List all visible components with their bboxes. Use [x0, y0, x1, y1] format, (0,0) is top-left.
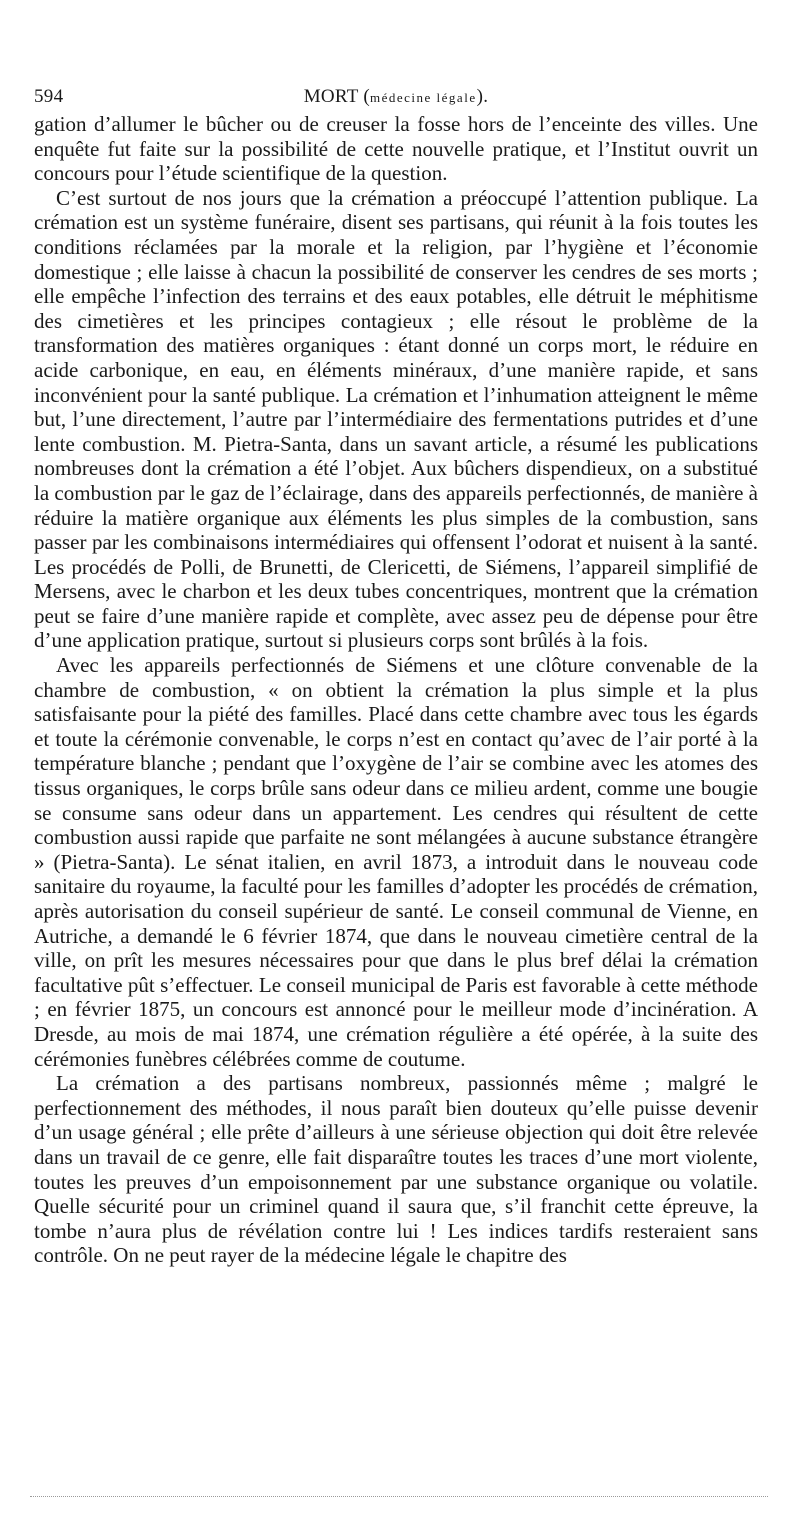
paragraph-4: La crémation a des partisans nombreux, passionnés même ; malgré le perfectionnement des méthodes, il nous paraît bien douteux qu’elle puisse devenir d’un usage général ; elle prête d’ailleurs à une sérieuse objection qui doit être relevée dans un travail de ce genre, elle fait disparaître toutes les traces d’une mort violente, toutes les preuves d’un empoisonnement par une substance organique ou volatile. Quelle sécurité pour un criminel quand il saura que, s’il franchit cette épreuve, la tombe n’aura plus de révélation contre lui ! Les indices tardifs resteraient sans contrôle. On ne peut rayer de la médecine légale le chapitre des: [34, 1071, 758, 1268]
running-title-end: ).: [476, 86, 489, 107]
running-title-subject: médecine légale: [370, 90, 477, 105]
paragraph-1: gation d’allumer le bûcher ou de creuser la fosse hors de l’enceinte des villes. Une enquête fut faite sur la possibilité de cette nouvelle pratique, et l’Institut ouvrit un concours pour l’étude scientifique de la question.: [34, 112, 758, 186]
running-title-main: MORT (: [303, 86, 370, 107]
paragraph-2: C’est surtout de nos jours que la crémation a préoccupé l’attention publique. La crémation est un système funéraire, disent ses partisans, qui réunit à la fois toutes les conditions réclamées par la morale et la religion, par l’hygiène et l’économie domestique ; elle laisse à chacun la possibilité de conserver les cendres de ses morts ; elle empêche l’infection des terrains et des eaux potables, elle détruit le méphitisme des cimetières et les principes contagieux ; elle résout le problème de la transformation des matières organiques : étant donné un corps mort, le réduire en acide carbonique, en eau, en éléments minéraux, d’une manière rapide, et sans inconvénient pour la santé publique. La crémation et l’inhumation atteignent le même but, l’une directement, l’autre par l’intermédiaire des fermentations putrides et d’une lente combustion. M. Pietra-Santa, dans un savant article, a résumé les publications nombreuses dont la crémation a été l’objet. Aux bûchers dispendieux, on a substitué la combustion par le gaz de l’éclairage, dans des appareils perfectionnés, de manière à réduire la matière organique aux éléments les plus simples de la combustion, sans passer par les combinaisons intermédiaires qui offensent l’odorat et nuisent à la santé. Les procédés de Polli, de Brunetti, de Clericetti, de Siémens, l’appareil simplifié de Mersens, avec le charbon et les deux tubes concentriques, montrent que la crémation peut se faire d’une manière rapide et complète, avec assez peu de dépense pour être d’une application pratique, surtout si plusieurs corps sont brûlés à la fois.: [34, 185, 758, 653]
running-header: [34, 82, 758, 112]
bottom-rule: [30, 1496, 768, 1497]
page-number: 594: [34, 86, 64, 107]
running-title: [34, 86, 758, 108]
book-page: [34, 82, 758, 1268]
paragraph-3: Avec les appareils perfectionnés de Siémens et une clôture convenable de la chambre de combustion, « on obtient la crémation la plus simple et la plus satisfaisante pour la piété des familles. Placé dans cette chambre avec tous les égards et toute la cérémonie convenable, le corps n’est en contact qu’avec de l’air porté à la température blanche ; pendant que l’oxygène de l’air se combine avec les atomes des tissus organiques, le corps brûle sans odeur dans ce milieu ardent, comme une bougie se consume sans odeur dans un appartement. Les cendres qui résultent de cette combustion aussi rapide que parfaite ne sont mélangées à aucune substance étrangère » (Pietra-Santa). Le sénat italien, en avril 1873, a introduit dans le nouveau code sanitaire du royaume, la faculté pour les familles d’adopter les procédés de crémation, après autorisation du conseil supérieur de santé. Le conseil communal de Vienne, en Autriche, a demandé le 6 février 1874, que dans le nouveau cimetière central de la ville, on prît les mesures nécessaires pour que dans le plus bref délai la crémation facultative pût s’effectuer. Le conseil municipal de Paris est favorable à cette méthode ; en février 1875, un concours est annoncé pour le meilleur mode d’incinération. A Dresde, au mois de mai 1874, une crémation régulière a été opérée, à la suite des cérémonies funèbres célébrées comme de coutume.: [34, 653, 758, 1071]
